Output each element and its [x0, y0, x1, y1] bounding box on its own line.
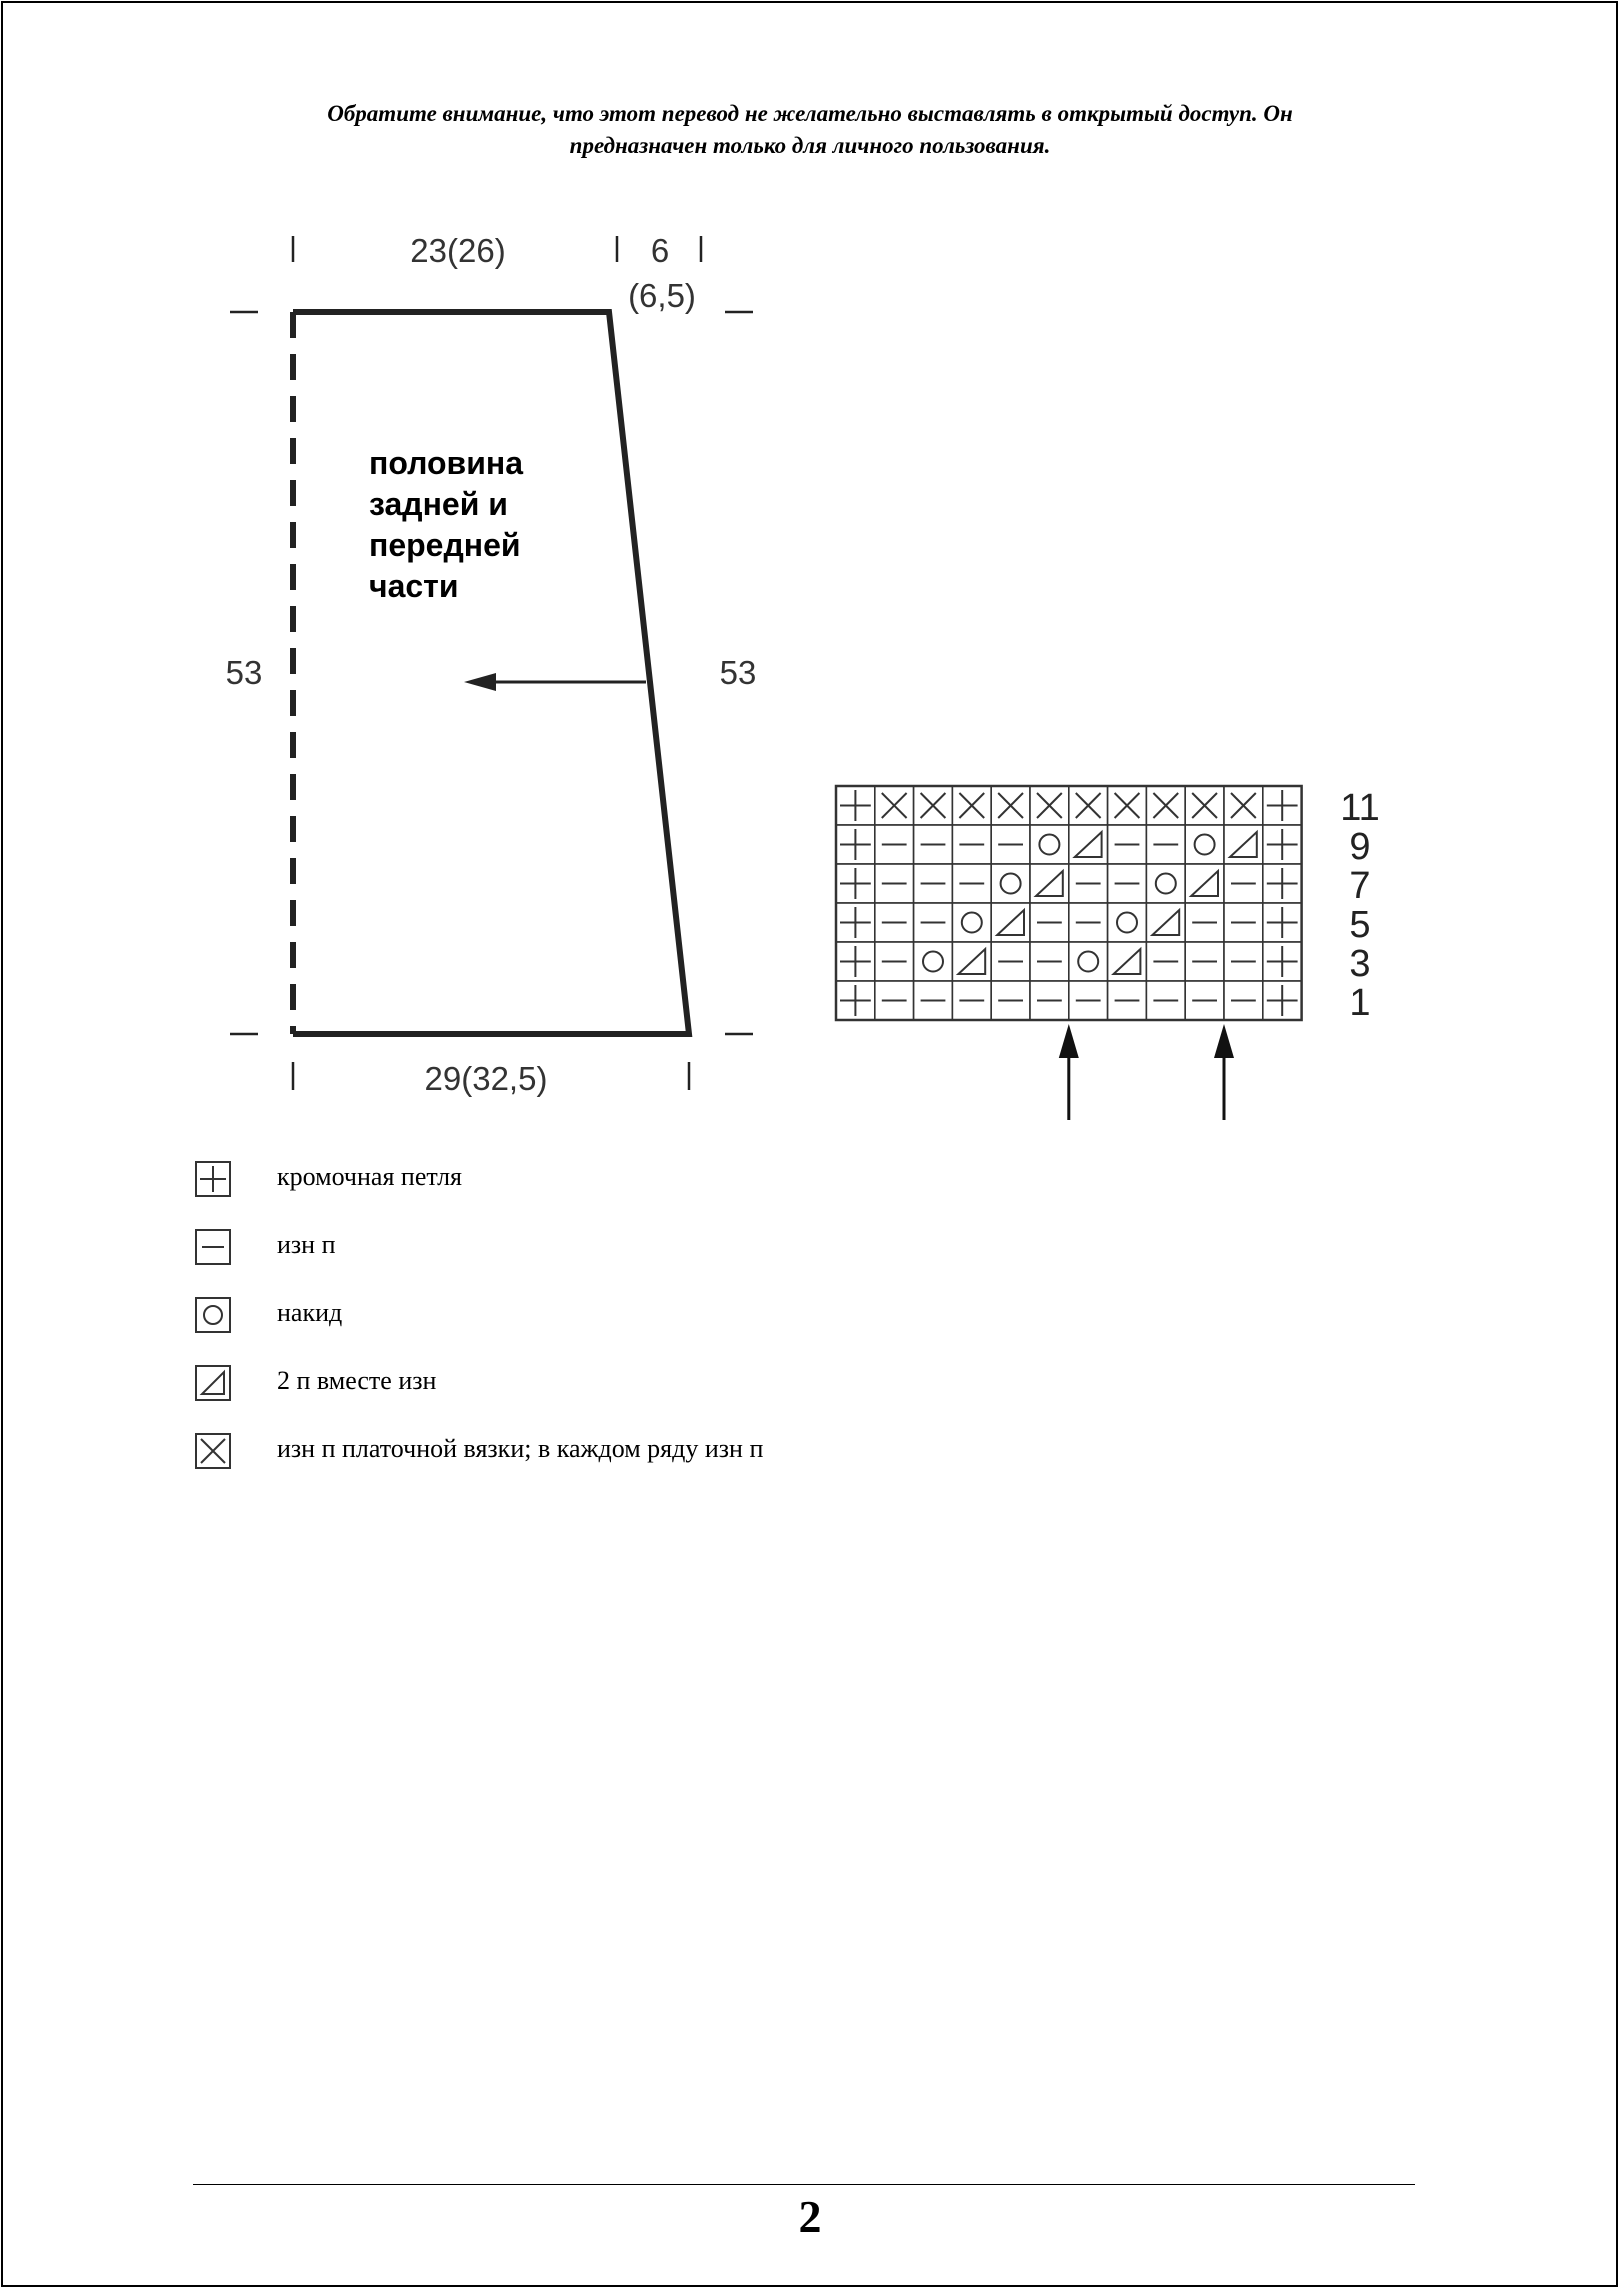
minus-box-icon	[194, 1228, 234, 1268]
row-number-11: 11	[1340, 787, 1380, 829]
purl-cell	[1185, 942, 1224, 981]
garter-purl-cell	[1185, 786, 1224, 825]
row-number-7: 7	[1349, 865, 1371, 907]
decrease-cell	[1108, 942, 1147, 981]
purl-cell	[1030, 942, 1069, 981]
purl-cell	[991, 981, 1030, 1020]
edge-stitch-cell	[1263, 786, 1302, 825]
purl-cell	[1146, 942, 1185, 981]
purl-cell	[875, 981, 914, 1020]
purl-cell	[1108, 981, 1147, 1020]
purl-cell	[875, 864, 914, 903]
legend-label: изн п	[277, 1230, 336, 1259]
decrease-cell	[1146, 903, 1185, 942]
purl-cell	[1030, 981, 1069, 1020]
legend-item-purl	[194, 1228, 1094, 1268]
legend-label: накид	[277, 1298, 343, 1327]
purl-cell	[914, 981, 953, 1020]
edge-stitch-cell	[1263, 981, 1302, 1020]
pattern-piece	[293, 312, 689, 1034]
legend-label: кромочная петля	[277, 1162, 463, 1191]
yarn-over-cell	[1185, 825, 1224, 864]
decrease-cell	[1185, 864, 1224, 903]
purl-cell	[1146, 981, 1185, 1020]
legend-label: изн п платочной вязки; в каждом ряду изн п	[277, 1434, 764, 1463]
notice-line-1: Обратите внимание, что этот перевод не желательно выставлять в открытый доступ. Он	[327, 101, 1293, 126]
cross-box-icon	[194, 1432, 234, 1472]
garter-purl-cell	[875, 786, 914, 825]
decrease-cell	[991, 903, 1030, 942]
left-height-label: 53	[225, 654, 263, 691]
notice-line-2: предназначен только для личного пользования.	[569, 133, 1051, 158]
piece-outline	[293, 312, 689, 1034]
yarn-over-cell	[991, 864, 1030, 903]
top-width-label: 23(26)	[410, 232, 506, 269]
purl-cell	[991, 825, 1030, 864]
purl-cell	[1069, 864, 1108, 903]
triangle-box-icon	[194, 1364, 234, 1404]
repeat-arrows	[1059, 1024, 1234, 1120]
decrease-cell	[952, 942, 991, 981]
bottom-width-label: 29(32,5)	[424, 1060, 548, 1097]
garter-purl-cell	[1030, 786, 1069, 825]
legend-item-garter-purl	[194, 1432, 1094, 1472]
yarn-over-cell	[914, 942, 953, 981]
purl-cell	[875, 825, 914, 864]
row-number-9: 9	[1349, 826, 1371, 868]
purl-cell	[952, 981, 991, 1020]
yarn-over-cell	[1030, 825, 1069, 864]
schematic-figure	[0, 0, 1619, 1120]
purl-cell	[1108, 825, 1147, 864]
row-number-5: 5	[1349, 904, 1371, 946]
legend-label: 2 п вместе изн	[277, 1366, 437, 1395]
yarn-over-cell	[1146, 864, 1185, 903]
edge-stitch-cell	[1263, 942, 1302, 981]
decrease-cell	[1069, 825, 1108, 864]
purl-cell	[1185, 903, 1224, 942]
purl-cell	[1108, 864, 1147, 903]
page-number: 2	[798, 2191, 822, 2242]
purl-cell	[991, 942, 1030, 981]
dimension-ticks	[230, 236, 753, 1090]
yarn-over-cell	[1069, 942, 1108, 981]
edge-stitch-cell	[836, 825, 875, 864]
purl-cell	[914, 825, 953, 864]
purl-cell	[1185, 981, 1224, 1020]
purl-cell	[1030, 903, 1069, 942]
purl-cell	[1224, 942, 1263, 981]
purl-cell	[914, 903, 953, 942]
edge-stitch-cell	[836, 786, 875, 825]
purl-cell	[1146, 825, 1185, 864]
row-number-3: 3	[1349, 943, 1371, 985]
piece-label-line-3: передней	[369, 527, 521, 563]
edge-stitch-cell	[836, 864, 875, 903]
garter-purl-cell	[1069, 786, 1108, 825]
purl-cell	[875, 903, 914, 942]
yarn-over-cell	[952, 903, 991, 942]
footer-rule	[193, 2184, 1415, 2185]
knitting-direction-arrow	[464, 673, 646, 691]
legend-item-yarn-over	[194, 1296, 1094, 1336]
garter-purl-cell	[952, 786, 991, 825]
garter-purl-cell	[1224, 786, 1263, 825]
edge-stitch-cell	[1263, 825, 1302, 864]
garter-purl-cell	[1146, 786, 1185, 825]
purl-cell	[952, 864, 991, 903]
piece-label-line-4: части	[369, 568, 459, 604]
purl-cell	[1224, 864, 1263, 903]
edge-stitch-cell	[1263, 864, 1302, 903]
purl-cell	[1224, 981, 1263, 1020]
top-slant-label: 6	[650, 232, 670, 269]
repeat-arrow	[1214, 1024, 1234, 1120]
piece-label-line-1: половина	[369, 445, 523, 481]
purl-cell	[914, 864, 953, 903]
purl-cell	[875, 942, 914, 981]
purl-cell	[952, 825, 991, 864]
top-slant-alt-label: (6,5)	[628, 277, 696, 314]
row-number-1: 1	[1349, 982, 1371, 1024]
purl-cell	[1069, 981, 1108, 1020]
purl-cell	[1069, 903, 1108, 942]
yarn-over-cell	[1108, 903, 1147, 942]
piece-label-line-2: задней и	[369, 486, 508, 522]
edge-stitch-cell	[1263, 903, 1302, 942]
repeat-arrow	[1059, 1024, 1079, 1120]
garter-purl-cell	[991, 786, 1030, 825]
edge-stitch-cell	[836, 903, 875, 942]
right-height-label: 53	[719, 654, 757, 691]
edge-stitch-cell	[836, 981, 875, 1020]
circle-box-icon	[194, 1296, 234, 1336]
stitch-chart	[836, 786, 1302, 1020]
garter-purl-cell	[1108, 786, 1147, 825]
edge-stitch-cell	[836, 942, 875, 981]
purl-cell	[1224, 903, 1263, 942]
legend-item-decrease	[194, 1364, 1094, 1404]
decrease-cell	[1224, 825, 1263, 864]
garter-purl-cell	[914, 786, 953, 825]
decrease-cell	[1030, 864, 1069, 903]
plus-box-icon	[194, 1160, 234, 1200]
legend-item-edge	[194, 1160, 1094, 1200]
